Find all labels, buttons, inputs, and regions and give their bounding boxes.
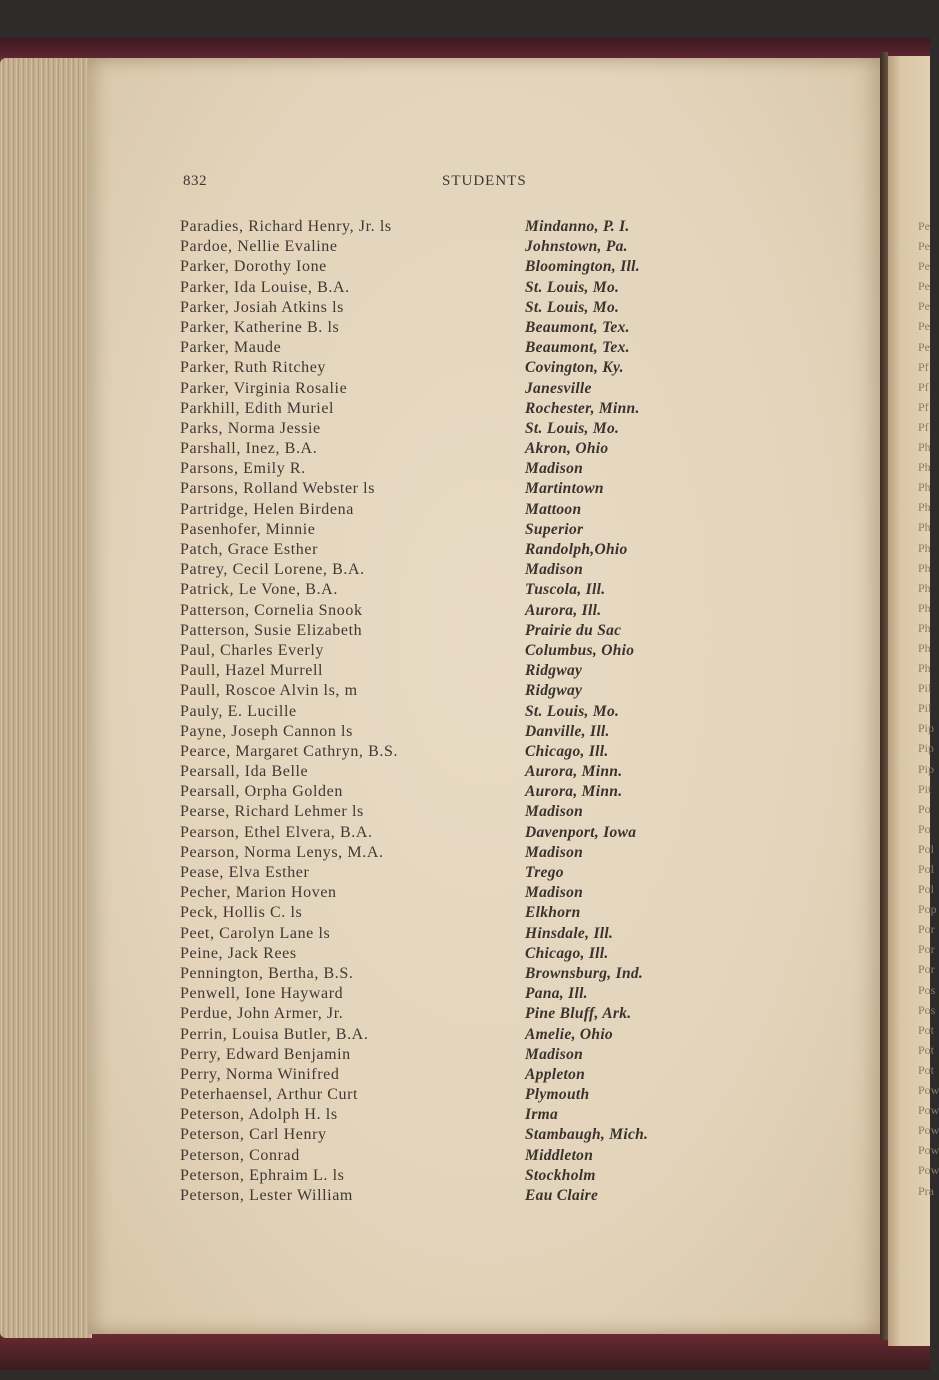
- facing-page-fragment: Ph: [918, 580, 931, 595]
- student-hometown: Rochester, Minn.: [525, 399, 640, 417]
- student-entry: [180, 1146, 740, 1166]
- facing-page-fragment: Pot: [918, 1022, 935, 1037]
- facing-page-fragment: Pe: [918, 319, 930, 334]
- facing-page-fragments: [888, 216, 939, 1201]
- student-entry: [180, 883, 740, 903]
- facing-page-fragment: Por: [918, 942, 935, 957]
- facing-page-fragment: Ph: [918, 500, 931, 515]
- student-name: Paul, Charles Everly: [180, 641, 324, 659]
- facing-page-fragment: Pow: [918, 1103, 939, 1118]
- facing-page-fragment: Pf: [918, 379, 929, 394]
- student-hometown: St. Louis, Mo.: [525, 702, 620, 720]
- student-name: Parsons, Emily R.: [180, 460, 306, 478]
- facing-page-fragment: Ph: [918, 520, 931, 535]
- student-entry: [180, 459, 740, 479]
- facing-page-fragment: Pe: [918, 239, 930, 254]
- student-hometown: Aurora, Ill.: [525, 601, 602, 619]
- student-entry: [180, 298, 740, 318]
- facing-page-fragment: Ph: [918, 460, 931, 475]
- student-hometown: Danville, Ill.: [525, 722, 610, 740]
- student-name: Paull, Roscoe Alvin ls, m: [180, 682, 358, 700]
- student-name: Patrey, Cecil Lorene, B.A.: [180, 561, 365, 579]
- student-entry: [180, 863, 740, 883]
- student-hometown: St. Louis, Mo.: [525, 278, 620, 296]
- student-name: Pauly, E. Lucille: [180, 702, 297, 720]
- student-hometown: St. Louis, Mo.: [525, 298, 620, 316]
- facing-page-fragment: Pow: [918, 1123, 939, 1138]
- student-entry: [180, 802, 740, 822]
- facing-page-fragment: Ph: [918, 661, 931, 676]
- student-hometown: Madison: [525, 884, 584, 902]
- student-entry: [180, 661, 740, 681]
- student-hometown: Eau Claire: [525, 1187, 599, 1204]
- student-hometown: St. Louis, Mo.: [525, 419, 620, 437]
- page-stack-edges: [0, 58, 92, 1338]
- student-entry: [180, 358, 740, 378]
- student-hometown: Mattoon: [525, 500, 582, 518]
- facing-page-fragment: Pf: [918, 399, 929, 414]
- student-name: Pearson, Ethel Elvera, B.A.: [180, 823, 373, 841]
- student-hometown: Akron, Ohio: [525, 440, 609, 458]
- facing-page-fragment: Pf: [918, 419, 929, 434]
- student-name: Peterson, Carl Henry: [180, 1126, 327, 1144]
- student-entry: [180, 278, 740, 298]
- facing-page-fragment: Pol: [918, 862, 935, 876]
- student-name: Pearce, Margaret Cathryn, B.S.: [180, 742, 399, 760]
- facing-page-fragment: Ph: [918, 540, 931, 555]
- facing-page-edge: [888, 56, 939, 1346]
- facing-page-fragment: Pra: [918, 1183, 934, 1198]
- student-hometown: Madison: [525, 460, 584, 478]
- student-hometown: Irma: [525, 1106, 559, 1124]
- facing-page-fragment: Po: [918, 821, 931, 836]
- student-hometown: Brownsburg, Ind.: [525, 964, 644, 982]
- student-name: Perdue, John Armer, Jr.: [180, 1005, 344, 1023]
- student-hometown: Prairie du Sac: [525, 621, 622, 639]
- student-name: Patterson, Cornelia Snook: [180, 601, 363, 619]
- student-name: Paradies, Richard Henry, Jr. ls: [180, 218, 392, 235]
- facing-page-fragment: Pe: [918, 339, 930, 354]
- book-gutter: [880, 52, 888, 1340]
- facing-page-fragment: Pil: [918, 701, 932, 716]
- student-name: Peck, Hollis C. ls: [180, 904, 303, 922]
- student-entry: [180, 823, 740, 843]
- student-name: Parker, Ruth Ritchey: [180, 359, 326, 377]
- student-entry: [180, 702, 740, 722]
- facing-page-fragment: Pot: [918, 1062, 935, 1077]
- student-name: Parker, Dorothy Ione: [180, 258, 327, 276]
- student-hometown: Pine Bluff, Ark.: [525, 1005, 632, 1023]
- student-name: Peet, Carolyn Lane ls: [180, 924, 331, 942]
- student-hometown: Trego: [525, 864, 564, 881]
- student-name: Parks, Norma Jessie: [180, 419, 321, 437]
- student-hometown: Elkhorn: [525, 904, 581, 922]
- student-hometown: Plymouth: [525, 1086, 590, 1104]
- facing-page-fragment: Pot: [918, 1042, 935, 1057]
- facing-page-fragment: Por: [918, 922, 935, 937]
- student-hometown: Madison: [525, 561, 584, 579]
- student-hometown: Randolph,Ohio: [525, 541, 628, 558]
- student-hometown: Ridgway: [525, 682, 583, 700]
- student-hometown: Madison: [525, 803, 584, 821]
- student-name: Parker, Ida Louise, B.A.: [180, 278, 350, 296]
- student-name: Parker, Maude: [180, 339, 282, 357]
- running-head: STUDENTS: [442, 173, 527, 189]
- student-hometown: Janesville: [525, 379, 592, 397]
- student-entry: [180, 1105, 740, 1125]
- facing-page-fragment: Pow: [918, 1143, 939, 1158]
- student-entry: [180, 782, 740, 802]
- facing-page-fragment: Pe: [918, 299, 930, 314]
- student-name: Pearsall, Ida Belle: [180, 763, 309, 781]
- student-hometown: Beaumont, Tex.: [525, 318, 630, 336]
- student-entry: [180, 520, 740, 540]
- student-name: Patch, Grace Esther: [180, 541, 319, 558]
- student-entry: [180, 439, 740, 459]
- facing-page-fragment: Pop: [918, 902, 937, 917]
- student-entry: [180, 217, 740, 237]
- facing-page-fragment: Ph: [918, 640, 931, 655]
- student-name: Pennington, Bertha, B.S.: [180, 964, 354, 982]
- student-name: Pecher, Marion Hoven: [180, 884, 337, 902]
- student-entry: [180, 500, 740, 520]
- student-entry: [180, 237, 740, 257]
- facing-page-fragment: Pit: [918, 781, 932, 796]
- student-name: Pearson, Norma Lenys, M.A.: [180, 843, 384, 861]
- facing-page-fragment: Pip: [918, 721, 935, 736]
- student-hometown: Madison: [525, 1045, 584, 1063]
- facing-page-fragment: Ph: [918, 600, 931, 615]
- student-entry: [180, 621, 740, 641]
- facing-page-fragment: Pol: [918, 882, 935, 897]
- student-name: Parker, Katherine B. ls: [180, 318, 340, 336]
- facing-page-fragment: Pos: [918, 982, 936, 997]
- student-hometown: Madison: [525, 843, 584, 861]
- student-name: Peterson, Adolph H. ls: [180, 1106, 338, 1124]
- student-entry: [180, 843, 740, 863]
- student-hometown: Martintown: [525, 480, 604, 498]
- student-name: Perrin, Louisa Butler, B.A.: [180, 1025, 369, 1043]
- student-entry: [180, 1166, 740, 1186]
- student-name: Pasenhofer, Minnie: [180, 520, 316, 538]
- student-entry: [180, 601, 740, 621]
- student-entry: [180, 1065, 740, 1085]
- student-hometown: Chicago, Ill.: [525, 742, 609, 760]
- facing-page-fragment: Pe: [918, 219, 930, 233]
- student-hometown: Ridgway: [525, 662, 583, 680]
- student-name: Peterson, Conrad: [180, 1146, 300, 1164]
- student-name: Peterson, Lester William: [180, 1187, 353, 1204]
- student-entry: [180, 641, 740, 661]
- student-entry: [180, 944, 740, 964]
- student-entry: [180, 257, 740, 277]
- student-entry: [180, 338, 740, 358]
- student-hometown: Johnstown, Pa.: [525, 238, 628, 256]
- student-name: Peine, Jack Rees: [180, 944, 297, 962]
- student-name: Patterson, Susie Elizabeth: [180, 621, 363, 639]
- student-hometown: Aurora, Minn.: [525, 783, 623, 801]
- student-name: Peterhaensel, Arthur Curt: [180, 1086, 359, 1104]
- facing-page-fragment: Pe: [918, 259, 930, 274]
- student-name: Perry, Norma Winifred: [180, 1065, 340, 1083]
- facing-page-fragment: Pe: [918, 279, 930, 294]
- student-entry: [180, 1004, 740, 1024]
- student-hometown: Tuscola, Ill.: [525, 581, 606, 599]
- student-name: Payne, Joseph Cannon ls: [180, 722, 353, 740]
- facing-page-fragment: Pil: [918, 681, 932, 696]
- student-entry: [180, 318, 740, 338]
- student-hometown: Superior: [525, 520, 584, 538]
- facing-page-fragment: Ph: [918, 480, 931, 495]
- student-hometown: Stockholm: [525, 1166, 596, 1184]
- student-name: Perry, Edward Benjamin: [180, 1045, 351, 1063]
- student-name: Pearse, Richard Lehmer ls: [180, 803, 364, 821]
- student-name: Parker, Josiah Atkins ls: [180, 298, 344, 316]
- student-name: Peterson, Ephraim L. ls: [180, 1166, 345, 1184]
- facing-page-fragment: Por: [918, 962, 935, 977]
- student-entry: [180, 1025, 740, 1045]
- student-entry: [180, 722, 740, 742]
- student-entry: [180, 1125, 740, 1145]
- facing-page-fragment: Pow: [918, 1163, 939, 1178]
- student-hometown: Hinsdale, Ill.: [525, 924, 614, 942]
- student-name: Paull, Hazel Murrell: [180, 662, 324, 680]
- student-name: Pease, Elva Esther: [180, 864, 310, 881]
- student-name: Pardoe, Nellie Evaline: [180, 238, 338, 256]
- book-cover-bottom-edge: [0, 1330, 930, 1370]
- student-hometown: Davenport, Iowa: [525, 823, 637, 841]
- page-number: 832: [183, 173, 207, 189]
- student-hometown: Amelie, Ohio: [525, 1025, 613, 1043]
- facing-page-fragment: Pos: [918, 1002, 936, 1017]
- student-entry: [180, 924, 740, 944]
- student-entry: [180, 903, 740, 923]
- student-name: Parker, Virginia Rosalie: [180, 379, 348, 397]
- student-hometown: Chicago, Ill.: [525, 944, 609, 962]
- facing-page-fragment: Pow: [918, 1083, 939, 1098]
- facing-page-fragment: Pf: [918, 359, 929, 374]
- student-hometown: Columbus, Ohio: [525, 641, 635, 659]
- student-hometown: Bloomington, Ill.: [525, 258, 640, 276]
- facing-page-fragment: Pol: [918, 841, 935, 856]
- student-name: Pearsall, Orpha Golden: [180, 783, 343, 801]
- student-hometown: Middleton: [525, 1146, 594, 1164]
- student-name: Patrick, Le Vone, B.A.: [180, 581, 338, 599]
- student-entry: [180, 1186, 740, 1206]
- student-name: Parsons, Rolland Webster ls: [180, 480, 376, 498]
- facing-page-fragment: Ph: [918, 440, 931, 455]
- student-hometown: Stambaugh, Mich.: [525, 1126, 649, 1144]
- facing-page-fragment: Ph: [918, 620, 931, 635]
- student-hometown: Appleton: [525, 1065, 586, 1083]
- student-hometown: Aurora, Minn.: [525, 763, 623, 781]
- facing-page-fragment: Pip: [918, 741, 935, 756]
- student-name: Penwell, Ione Hayward: [180, 985, 344, 1003]
- facing-page-fragment: Po: [918, 801, 931, 816]
- facing-page-fragment: Ph: [918, 560, 931, 575]
- student-entry: [180, 419, 740, 439]
- student-name: Parkhill, Edith Muriel: [180, 399, 335, 417]
- student-entry: [180, 681, 740, 701]
- student-entry: [180, 762, 740, 782]
- student-entry: [180, 742, 740, 762]
- student-entry: [180, 580, 740, 600]
- student-name: Partridge, Helen Birdena: [180, 500, 354, 518]
- facing-page-fragment: Pip: [918, 761, 935, 776]
- student-hometown: Pana, Ill.: [525, 985, 588, 1003]
- student-name: Parshall, Inez, B.A.: [180, 440, 318, 458]
- student-list: [180, 217, 740, 1206]
- student-entry: [180, 399, 740, 419]
- student-entry: [180, 560, 740, 580]
- student-hometown: Mindanno, P. I.: [525, 218, 630, 235]
- student-entry: [180, 1085, 740, 1105]
- student-entry: [180, 1045, 740, 1065]
- student-hometown: Beaumont, Tex.: [525, 339, 630, 357]
- student-entry: [180, 964, 740, 984]
- student-hometown: Covington, Ky.: [525, 359, 624, 377]
- student-entry: [180, 479, 740, 499]
- student-entry: [180, 540, 740, 560]
- student-entry: [180, 379, 740, 399]
- student-entry: [180, 984, 740, 1004]
